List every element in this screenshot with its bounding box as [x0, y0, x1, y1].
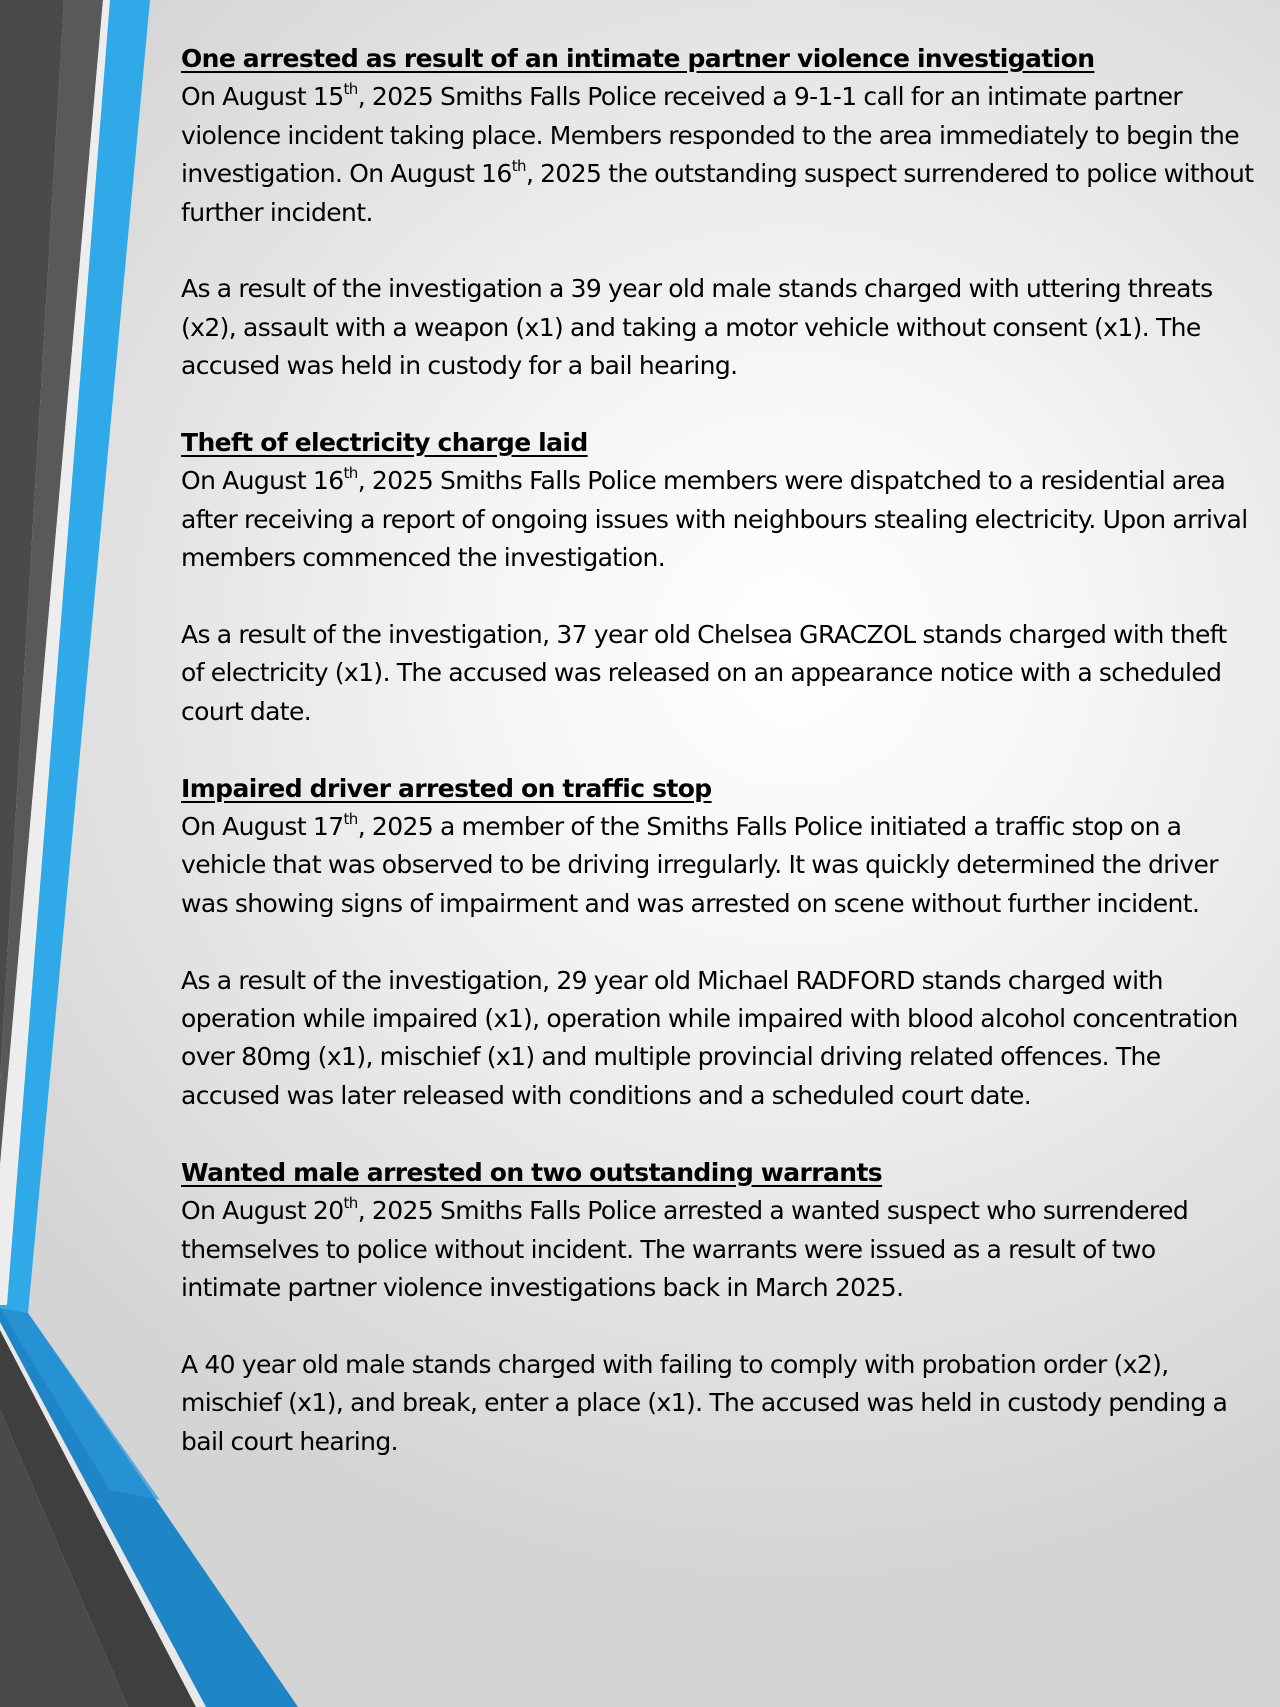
section-heading: Theft of electricity charge laid	[181, 428, 588, 458]
section-paragraph: On August 16th, 2025 Smiths Falls Police members were dispatched to a residential area after receiving a report of ongoing issues with neighbours stealing electricity. Upon arrival members commenced the investigation.	[181, 464, 1248, 573]
section-heading: Impaired driver arrested on traffic stop	[181, 773, 712, 803]
section-heading: Wanted male arrested on two outstanding warrants	[181, 1157, 883, 1187]
section-paragraph: On August 20th, 2025 Smiths Falls Police arrested a wanted suspect who surrendered themselves to police without incident. The warrants were issued as a result of two intimate partner violence investigations back in March 2025.	[181, 1194, 1189, 1302]
document-body	[181, 40, 1256, 1461]
section-paragraph: On August 15th, 2025 Smiths Falls Police received a 9-1-1 call for an intimate partner violence incident taking place. Members responded to the area immediately to begin the investigation. On August 16th, 2025 the outstanding suspect surrendered to police without further incident.	[181, 80, 1254, 227]
section-paragraph: On August 17th, 2025 a member of the Smiths Falls Police initiated a traffic stop on a vehicle that was observed to be driving irregularly. It was quickly determined the driver was showing signs of impairment and was arrested on scene without further incident.	[181, 810, 1218, 918]
section-impaired-driver	[181, 770, 1256, 1116]
section-paragraph: As a result of the investigation a 39 year old male stands charged with uttering threats (x2), assault with a weapon (x1) and taking a motor vehicle without consent (x1). The accused was held in custody for a bail hearing.	[181, 274, 1213, 381]
section-wanted-male-warrants	[181, 1154, 1256, 1461]
section-paragraph: As a result of the investigation, 29 year old Michael RADFORD stands charged with operation while impaired (x1), operation while impaired with blood alcohol concentration over 80mg (x1), mischief (x1) and multiple provincial driving related offences. The accused was later released with conditions and a scheduled court date.	[181, 965, 1238, 1110]
section-heading: One arrested as result of an intimate partner violence investigation	[181, 44, 1095, 73]
section-paragraph: As a result of the investigation, 37 year old Chelsea GRACZOL stands charged with theft of electricity (x1). The accused was released on an appearance notice with a scheduled court date.	[181, 620, 1227, 726]
section-theft-of-electricity	[181, 424, 1256, 731]
section-intimate-partner-violence	[181, 40, 1256, 386]
section-paragraph: A 40 year old male stands charged with failing to comply with probation order (x2), mischief (x1), and break, enter a place (x1). The accused was held in custody pending a bail court hearing.	[181, 1349, 1228, 1456]
